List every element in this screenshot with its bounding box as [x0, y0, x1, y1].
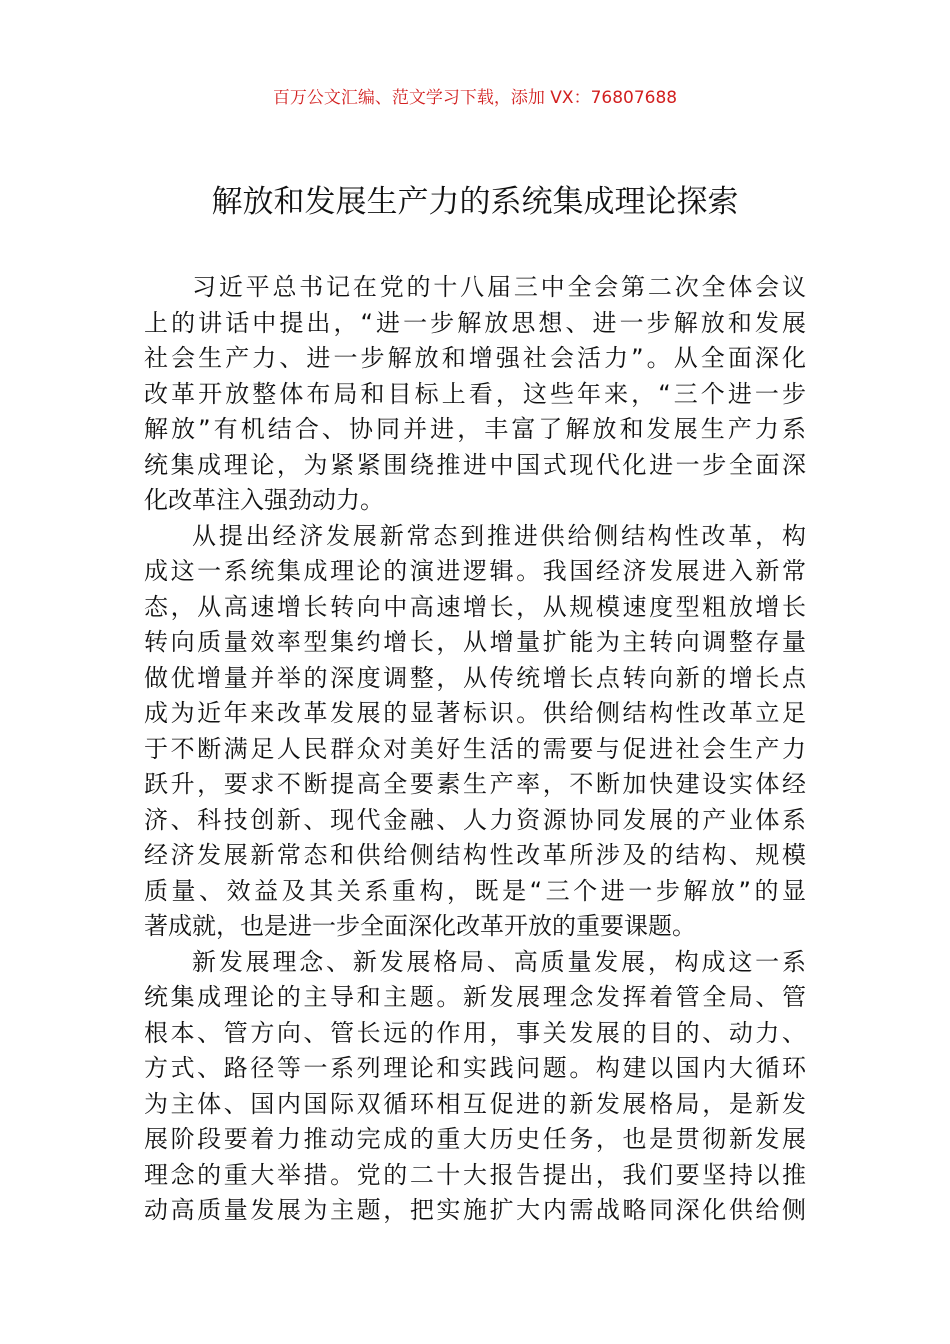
paragraph-line: 社会生产力、进一步解放和增强社会活力”。从全面深化	[144, 344, 806, 372]
paragraph-line: 统集成理论，为紧紧围绕推进中国式现代化进一步全面深	[144, 450, 806, 479]
paragraph-line: 化改革注入强劲动力。	[144, 486, 384, 514]
paragraph-line: 根本、管方向、管长远的作用，事关发展的目的、动力、	[144, 1018, 806, 1047]
paragraph-2	[144, 519, 806, 945]
document-body	[144, 270, 806, 1229]
paragraph-line: 展阶段要着力推动完成的重大历史任务，也是贯彻新发展	[144, 1125, 806, 1153]
paragraph-line: 上的讲话中提出，“进一步解放思想、进一步解放和发展	[144, 308, 806, 337]
paragraph-line: 著成就，也是进一步全面深化改革开放的重要课题。	[144, 912, 696, 940]
paragraph-line: 成这一系统集成理论的演进逻辑。我国经济发展进入新常	[144, 557, 806, 585]
paragraph-line: 跃升，要求不断提高全要素生产率，不断加快建设实体经	[144, 770, 806, 798]
paragraph-line: 动高质量发展为主题，把实施扩大内需战略同深化供给侧	[144, 1196, 806, 1224]
paragraph-line: 济、科技创新、现代金融、人力资源协同发展的产业体系	[144, 805, 806, 834]
paragraph-line: 习近平总书记在党的十八届三中全会第二次全体会议	[192, 273, 806, 301]
paragraph-1	[144, 270, 806, 519]
paragraph-line: 成为近年来改革发展的显著标识。供给侧结构性改革立足	[144, 699, 806, 727]
paragraph-line: 新发展理念、新发展格局、高质量发展，构成这一系	[192, 947, 806, 976]
paragraph-line: 质量、效益及其关系重构，既是“三个进一步解放”的显	[144, 876, 806, 905]
paragraph-line: 转向质量效率型集约增长，从增量扩能为主转向调整存量	[144, 628, 806, 656]
paragraph-line: 经济发展新常态和供给侧结构性改革所涉及的结构、规模	[144, 841, 806, 869]
document-title: 解放和发展生产力的系统集成理论探索	[211, 184, 739, 220]
paragraph-line: 改革开放整体布局和目标上看，这些年来，“三个进一步	[144, 379, 806, 408]
paragraph-line: 做优增量并举的深度调整，从传统增长点转向新的增长点	[144, 663, 806, 692]
paragraph-line: 方式、路径等一系列理论和实践问题。构建以国内大循环	[144, 1054, 806, 1082]
paragraph-line: 从提出经济发展新常态到推进供给侧结构性改革，构	[192, 521, 806, 550]
paragraph-3	[144, 945, 806, 1229]
paragraph-line: 为主体、国内国际双循环相互促进的新发展格局，是新发	[144, 1089, 806, 1118]
paragraph-line: 态，从高速增长转向中高速增长，从规模速度型粗放增长	[144, 592, 806, 621]
paragraph-line: 理念的重大举措。党的二十大报告提出，我们要坚持以推	[144, 1160, 806, 1189]
paragraph-line: 于不断满足人民群众对美好生活的需要与促进社会生产力	[144, 734, 806, 763]
download-promo-note: 百万公文汇编、范文学习下载，添加 VX：76807688	[272, 88, 678, 108]
paragraph-line: 解放”有机结合、协同并进，丰富了解放和发展生产力系	[144, 415, 806, 443]
paragraph-line: 统集成理论的主导和主题。新发展理念发挥着管全局、管	[144, 983, 806, 1011]
